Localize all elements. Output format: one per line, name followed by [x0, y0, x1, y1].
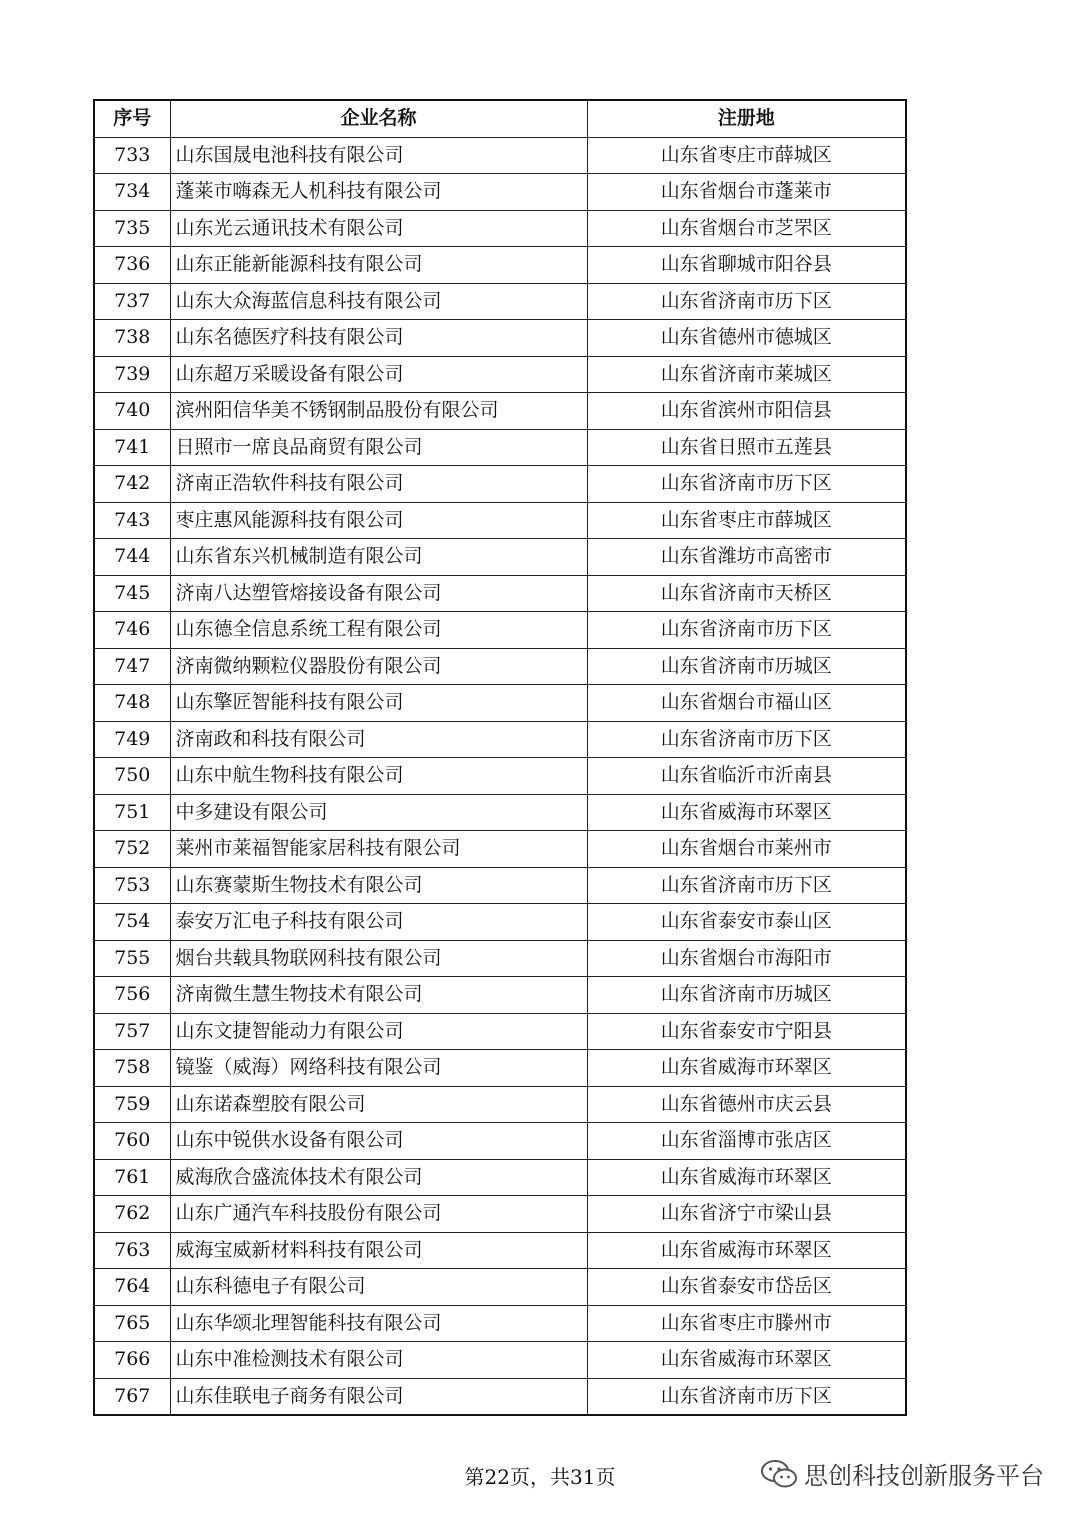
row-registered-location: 山东省济宁市梁山县: [587, 1196, 906, 1233]
table-row: [94, 612, 906, 649]
table-row: [94, 1342, 906, 1379]
row-index: 759: [94, 1086, 170, 1123]
row-index: 751: [94, 794, 170, 831]
header-company-name: 企业名称: [170, 100, 587, 137]
table-row: [94, 721, 906, 758]
row-index: 736: [94, 247, 170, 284]
watermark: [760, 1456, 1044, 1491]
row-registered-location: 山东省德州市庆云县: [587, 1086, 906, 1123]
row-index: 748: [94, 685, 170, 722]
page-number: 第22页，共31页: [464, 1465, 616, 1489]
row-registered-location: 山东省枣庄市滕州市: [587, 1305, 906, 1342]
row-company-name: 山东广通汽车科技股份有限公司: [170, 1196, 587, 1233]
row-index: 745: [94, 575, 170, 612]
row-company-name: 山东超万采暖设备有限公司: [170, 356, 587, 393]
row-index: 758: [94, 1050, 170, 1087]
row-registered-location: 山东省泰安市泰山区: [587, 904, 906, 941]
wechat-icon: [760, 1459, 798, 1489]
row-company-name: 山东大众海蓝信息科技有限公司: [170, 283, 587, 320]
row-index: 747: [94, 648, 170, 685]
row-company-name: 山东华颂北理智能科技有限公司: [170, 1305, 587, 1342]
row-registered-location: 山东省泰安市宁阳县: [587, 1013, 906, 1050]
table-row: [94, 174, 906, 211]
table-row: [94, 1378, 906, 1415]
row-registered-location: 山东省济南市天桥区: [587, 575, 906, 612]
row-company-name: 山东德全信息系统工程有限公司: [170, 612, 587, 649]
row-registered-location: 山东省济南市历下区: [587, 867, 906, 904]
row-registered-location: 山东省聊城市阳谷县: [587, 247, 906, 284]
row-registered-location: 山东省威海市环翠区: [587, 1232, 906, 1269]
row-company-name: 威海欣合盛流体技术有限公司: [170, 1159, 587, 1196]
row-company-name: 山东诺森塑胶有限公司: [170, 1086, 587, 1123]
row-registered-location: 山东省济南市历下区: [587, 466, 906, 503]
table-row: [94, 648, 906, 685]
row-registered-location: 山东省济南市历城区: [587, 648, 906, 685]
table-row: [94, 1232, 906, 1269]
table-row: [94, 429, 906, 466]
row-registered-location: 山东省烟台市蓬莱市: [587, 174, 906, 211]
row-index: 735: [94, 210, 170, 247]
row-index: 755: [94, 940, 170, 977]
row-company-name: 山东中准检测技术有限公司: [170, 1342, 587, 1379]
row-company-name: 山东中航生物科技有限公司: [170, 758, 587, 795]
table-row: [94, 502, 906, 539]
row-registered-location: 山东省威海市环翠区: [587, 1050, 906, 1087]
table-row: [94, 210, 906, 247]
row-company-name: 蓬莱市嗨森无人机科技有限公司: [170, 174, 587, 211]
row-index: 764: [94, 1269, 170, 1306]
table-header-row: [94, 100, 906, 137]
row-registered-location: 山东省济南市历下区: [587, 283, 906, 320]
table-row: [94, 283, 906, 320]
row-registered-location: 山东省烟台市莱州市: [587, 831, 906, 868]
row-company-name: 济南微纳颗粒仪器股份有限公司: [170, 648, 587, 685]
row-company-name: 烟台共载具物联网科技有限公司: [170, 940, 587, 977]
table-row: [94, 1196, 906, 1233]
row-registered-location: 山东省济南市历下区: [587, 1378, 906, 1415]
row-index: 743: [94, 502, 170, 539]
row-index: 766: [94, 1342, 170, 1379]
row-company-name: 山东中锐供水设备有限公司: [170, 1123, 587, 1160]
table-row: [94, 1159, 906, 1196]
table-row: [94, 1305, 906, 1342]
table-row: [94, 356, 906, 393]
row-company-name: 镜鉴（威海）网络科技有限公司: [170, 1050, 587, 1087]
table-row: [94, 1123, 906, 1160]
row-company-name: 莱州市莱福智能家居科技有限公司: [170, 831, 587, 868]
row-index: 757: [94, 1013, 170, 1050]
row-index: 752: [94, 831, 170, 868]
table-row: [94, 1269, 906, 1306]
row-registered-location: 山东省烟台市芝罘区: [587, 210, 906, 247]
row-index: 753: [94, 867, 170, 904]
row-company-name: 山东佳联电子商务有限公司: [170, 1378, 587, 1415]
row-company-name: 济南八达塑管熔接设备有限公司: [170, 575, 587, 612]
row-registered-location: 山东省泰安市岱岳区: [587, 1269, 906, 1306]
row-registered-location: 山东省威海市环翠区: [587, 1342, 906, 1379]
row-registered-location: 山东省济南市历城区: [587, 977, 906, 1014]
header-index: 序号: [94, 100, 170, 137]
row-index: 765: [94, 1305, 170, 1342]
row-registered-location: 山东省济南市历下区: [587, 612, 906, 649]
watermark-text: 思创科技创新服务平台: [804, 1462, 1044, 1490]
row-registered-location: 山东省济南市历下区: [587, 721, 906, 758]
row-registered-location: 山东省枣庄市薛城区: [587, 502, 906, 539]
row-index: 746: [94, 612, 170, 649]
row-index: 756: [94, 977, 170, 1014]
row-registered-location: 山东省烟台市福山区: [587, 685, 906, 722]
table-row: [94, 1086, 906, 1123]
row-index: 733: [94, 137, 170, 174]
row-company-name: 山东科德电子有限公司: [170, 1269, 587, 1306]
row-registered-location: 山东省日照市五莲县: [587, 429, 906, 466]
row-registered-location: 山东省枣庄市薛城区: [587, 137, 906, 174]
row-company-name: 济南政和科技有限公司: [170, 721, 587, 758]
row-index: 749: [94, 721, 170, 758]
row-registered-location: 山东省潍坊市高密市: [587, 539, 906, 576]
row-company-name: 山东国晟电池科技有限公司: [170, 137, 587, 174]
row-registered-location: 山东省临沂市沂南县: [587, 758, 906, 795]
table-row: [94, 320, 906, 357]
row-registered-location: 山东省烟台市海阳市: [587, 940, 906, 977]
table-row: [94, 1013, 906, 1050]
row-company-name: 泰安万汇电子科技有限公司: [170, 904, 587, 941]
table-row: [94, 977, 906, 1014]
row-index: 744: [94, 539, 170, 576]
table-row: [94, 867, 906, 904]
row-registered-location: 山东省威海市环翠区: [587, 794, 906, 831]
row-index: 741: [94, 429, 170, 466]
table-row: [94, 831, 906, 868]
row-index: 739: [94, 356, 170, 393]
row-company-name: 山东擎匠智能科技有限公司: [170, 685, 587, 722]
row-index: 742: [94, 466, 170, 503]
row-company-name: 山东赛蒙斯生物技术有限公司: [170, 867, 587, 904]
table-row: [94, 1050, 906, 1087]
row-company-name: 威海宝威新材料科技有限公司: [170, 1232, 587, 1269]
row-company-name: 山东正能新能源科技有限公司: [170, 247, 587, 284]
table-row: [94, 575, 906, 612]
row-registered-location: 山东省淄博市张店区: [587, 1123, 906, 1160]
row-company-name: 中多建设有限公司: [170, 794, 587, 831]
row-company-name: 山东名德医疗科技有限公司: [170, 320, 587, 357]
row-index: 737: [94, 283, 170, 320]
row-company-name: 山东省东兴机械制造有限公司: [170, 539, 587, 576]
row-index: 750: [94, 758, 170, 795]
enterprise-table: [93, 99, 907, 1416]
row-registered-location: 山东省滨州市阳信县: [587, 393, 906, 430]
row-index: 734: [94, 174, 170, 211]
row-index: 763: [94, 1232, 170, 1269]
table-row: [94, 393, 906, 430]
table-row: [94, 137, 906, 174]
row-company-name: 滨州阳信华美不锈钢制品股份有限公司: [170, 393, 587, 430]
header-registered-location: 注册地: [587, 100, 906, 137]
row-company-name: 济南微生慧生物技术有限公司: [170, 977, 587, 1014]
table-row: [94, 940, 906, 977]
row-registered-location: 山东省威海市环翠区: [587, 1159, 906, 1196]
row-company-name: 枣庄惠风能源科技有限公司: [170, 502, 587, 539]
row-index: 740: [94, 393, 170, 430]
row-company-name: 山东文捷智能动力有限公司: [170, 1013, 587, 1050]
table-row: [94, 685, 906, 722]
row-company-name: 济南正浩软件科技有限公司: [170, 466, 587, 503]
row-index: 738: [94, 320, 170, 357]
table-row: [94, 466, 906, 503]
table-row: [94, 758, 906, 795]
table-row: [94, 539, 906, 576]
row-index: 761: [94, 1159, 170, 1196]
row-registered-location: 山东省德州市德城区: [587, 320, 906, 357]
row-index: 767: [94, 1378, 170, 1415]
table-row: [94, 247, 906, 284]
row-company-name: 山东光云通讯技术有限公司: [170, 210, 587, 247]
row-company-name: 日照市一席良品商贸有限公司: [170, 429, 587, 466]
row-index: 760: [94, 1123, 170, 1160]
row-index: 754: [94, 904, 170, 941]
table-row: [94, 794, 906, 831]
row-index: 762: [94, 1196, 170, 1233]
table-row: [94, 904, 906, 941]
row-registered-location: 山东省济南市莱城区: [587, 356, 906, 393]
